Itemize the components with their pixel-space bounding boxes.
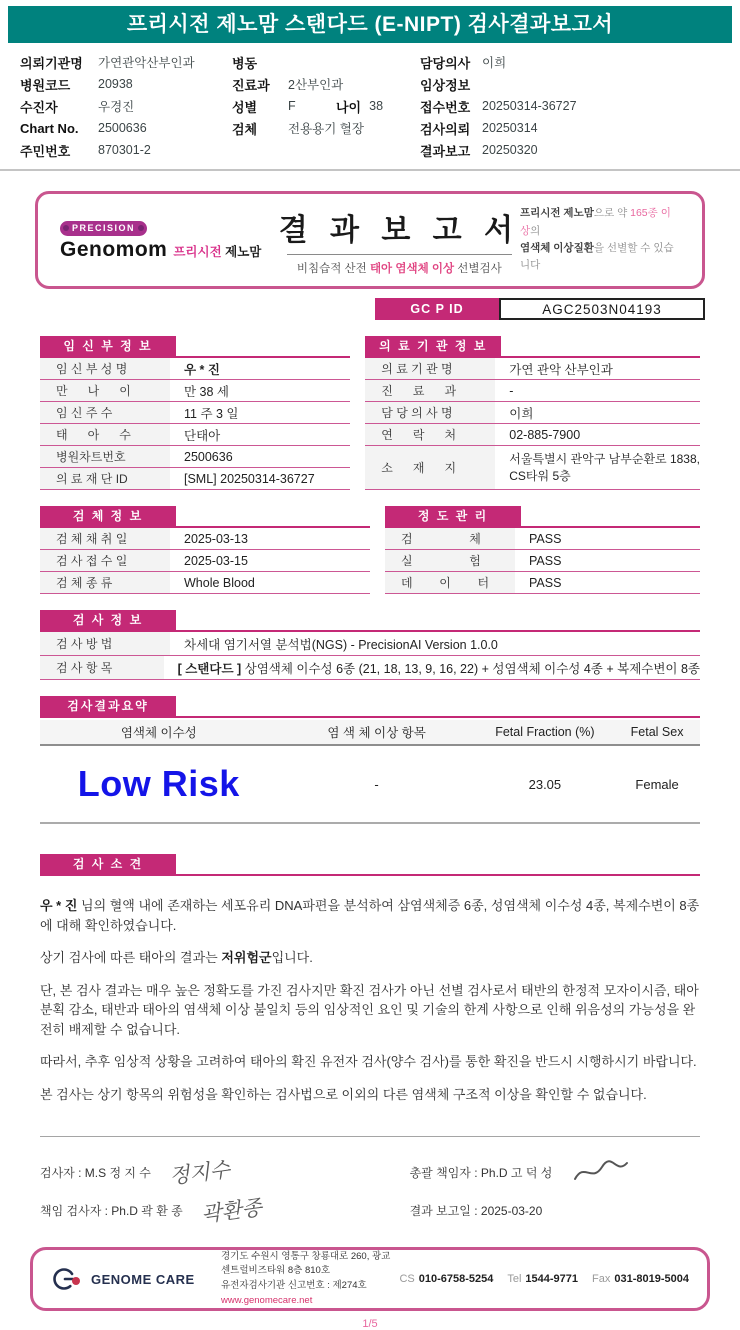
field-label: 담당의사: [420, 55, 471, 71]
screening-note: 프리시전 제노맘으로 약 165종 이상의 염색체 이상질환을 선별할 수 있습니다: [519, 207, 674, 272]
field-label: 결과보고: [420, 143, 471, 159]
opinion-paragraph: 본 검사는 상기 항목의 위험성을 확인하는 검사법으로 이외의 다른 염색체 구조적 이상을 확인할 수 없습니다.: [40, 1086, 647, 1102]
footer-address-line2: 유전자검사기관 신고번호 : 제274호: [221, 1280, 367, 1291]
section-rule: [40, 716, 700, 718]
header-info: [0, 43, 740, 171]
table-row: 임 신 부 성 명 우 * 진: [40, 358, 350, 380]
table-row: 검 사 항 목 [ 스탠다드 ] 상염색체 이수성 6종 (21, 18, 13, 9, 16, 22) + 성염색체 이수성 4종 + 복제수변이 8종: [40, 656, 700, 680]
section-specimen-info: [40, 506, 370, 594]
genomom-logo: Genomom: [60, 238, 168, 261]
table-row: 소 재 지 서울특별시 관악구 남부순환로 1838, CS타워 5층: [365, 446, 700, 490]
section-title: 정 도 관 리: [385, 506, 521, 526]
report-title-block: [279, 205, 520, 276]
chief-tester-signature: 곽환종: [199, 1195, 263, 1227]
field-label: 검사의뢰: [420, 121, 471, 137]
header-col-2: [232, 51, 420, 161]
table-row: 검 사 접 수 일 2025-03-15: [40, 550, 370, 572]
fetal-sex: Female: [635, 776, 679, 792]
field-value: 전용용기 혈장: [288, 122, 364, 136]
brand-block: [60, 218, 279, 262]
section-result-summary: [40, 696, 700, 824]
field-label: 의뢰기관명: [20, 55, 83, 71]
field-value: 가연관악산부인과: [98, 56, 195, 70]
report-subtitle: 비침습적 산전 태아 염색체 이상 선별검사: [296, 262, 502, 275]
fetal-fraction: 23.05: [528, 776, 562, 792]
cs-label: CS: [399, 1273, 415, 1285]
field-value: 우경진: [98, 100, 135, 114]
field-label: 나이: [336, 99, 362, 115]
section-title: 임 신 부 정 보: [40, 336, 176, 356]
field-label: Chart No.: [20, 120, 79, 136]
section-title: 검사결과요약: [40, 696, 176, 716]
field-value: F: [288, 99, 296, 113]
section-title: 검 사 정 보: [40, 610, 176, 630]
field-value: 20250314-36727: [482, 99, 577, 113]
field-value: 2산부인과: [288, 78, 344, 92]
table-row: 검 사 방 법 차세대 염기서열 분석법(NGS) - PrecisionAI Version 1.0.0: [40, 632, 700, 656]
summary-header: Fetal Sex: [630, 725, 684, 739]
table-row: 의 료 재 단 ID [SML] 20250314-36727: [40, 468, 350, 490]
opinion-paragraph: 따라서, 추후 임상적 상황을 고려하여 태아의 확진 유전자 검사(양수 검사)를 통한 확진을 반드시 시행하시기 바랍니다.: [40, 1054, 697, 1069]
opinion-text: [40, 876, 700, 1104]
field-value: 이희: [482, 56, 507, 70]
patient-name: 우 * 진: [184, 362, 220, 377]
director-signature-scribble: [572, 1159, 630, 1185]
table-row: 검 체 채 취 일 2025-03-13: [40, 528, 370, 550]
report-title-banner: 프리시전 제노맘 스탠다드 (E-NIPT) 검사결과보고서: [8, 6, 732, 43]
field-label: 진료과: [232, 77, 270, 93]
gcpid-label: GC P ID: [375, 298, 499, 320]
section-title: 검 사 소 견: [40, 854, 176, 874]
opinion-paragraph: 우 * 진 님의 혈액 내에 존재하는 세포유리 DNA파편을 분석하여 삼염색체증 6종, 성염색체 이수성 4종, 복제수변이 8종에 대해 확인하였습니다.: [40, 898, 700, 933]
summary-header: 염 색 체 이상 항목: [327, 726, 426, 740]
precision-badge: PRECISION: [60, 221, 147, 236]
field-value: 20938: [98, 77, 133, 91]
footer-website: www.genomecare.net: [221, 1294, 313, 1306]
section-qc: [385, 506, 700, 594]
genome-care-logo-text: GENOME CARE: [91, 1271, 195, 1287]
field-label: 병원코드: [20, 77, 71, 93]
table-row: 병원차트번호 2500636: [40, 446, 350, 468]
table-row: 검 체 종 류 Whole Blood: [40, 572, 370, 594]
summary-header: Fetal Fraction (%): [495, 725, 595, 739]
footer-card: [30, 1247, 710, 1311]
tester-row: 검사자 : M.S 정 지 수 정지수: [40, 1153, 410, 1191]
section-patient-info: [40, 336, 350, 490]
field-label: 병동: [232, 55, 258, 71]
table-row: 데 이 터 PASS: [385, 572, 700, 594]
table-row: 검 체 PASS: [385, 528, 700, 550]
header-col-3: [420, 51, 720, 161]
brand-kr-black: 제노맘: [221, 245, 262, 259]
page-number: 1/5: [362, 1318, 378, 1330]
field-label: 수진자: [20, 99, 58, 115]
section-test-info: [40, 610, 700, 680]
table-row: 담 당 의 사 명 이희: [365, 402, 700, 424]
gcpid-value: AGC2503N04193: [499, 298, 705, 320]
footer-address-line1: 경기도 수원시 영통구 창룡대로 260, 광교 센트럴비즈타워 8층 810호: [221, 1250, 391, 1277]
table-row: 의 료 기 관 명 가연 관악 산부인과: [365, 358, 700, 380]
header-col-1: [20, 51, 232, 161]
section-title: 의 료 기 관 정 보: [365, 336, 501, 356]
field-value: 2500636: [98, 121, 147, 135]
table-row: 실 험 PASS: [385, 550, 700, 572]
field-label: 검체: [232, 121, 258, 137]
brand-kr-pink: 프리시전: [173, 245, 222, 259]
opinion-paragraph: 단, 본 검사 결과는 매우 높은 정확도를 가진 검사지만 확진 검사가 아닌 선별 검사로서 태반의 한정적 모자이시즘, 태아 분획 감소, 태반과 태아의 염색체 이상 불일치 등의 임상적인 요인 및 기술의 한계 사항으로 인해 위음성의 가능성을 완전히 배제할 수 없습니다.: [40, 982, 699, 1037]
result-low-risk: Low Risk: [77, 763, 240, 804]
cs-number: 010-6758-5254: [418, 1273, 494, 1285]
field-label: 성별: [232, 99, 258, 115]
fax-label: Fax: [592, 1273, 611, 1285]
summary-header: 염색체 이수성: [120, 726, 197, 740]
table-row: 임 신 주 수 11 주 3 일: [40, 402, 350, 424]
genome-care-logo-icon: [51, 1264, 85, 1294]
title-divider: [287, 254, 512, 255]
section-title: 검 체 정 보: [40, 506, 176, 526]
report-main-title: 결 과 보 고 서: [278, 213, 520, 247]
fax-number: 031-8019-5004: [614, 1273, 689, 1285]
director-row: 총괄 책임자 : Ph.D 고 덕 성: [410, 1153, 700, 1191]
summary-result-row: [40, 746, 700, 824]
field-label: 접수번호: [420, 99, 471, 115]
report-page: [0, 6, 740, 1330]
field-label: 주민번호: [20, 143, 71, 159]
genome-care-logo: [51, 1264, 221, 1294]
field-value: 20250314: [482, 121, 538, 135]
opinion-paragraph: 상기 검사에 따른 태아의 결과는 저위험군입니다.: [40, 950, 313, 965]
tester-signature: 정지수: [167, 1157, 232, 1189]
gcpid-row: [35, 298, 705, 320]
section-opinion: [40, 854, 700, 1104]
chief-tester-row: 책임 검사자 : Ph.D 곽 환 종 곽환종: [40, 1191, 410, 1229]
table-row: 연 락 처 02-885-7900: [365, 424, 700, 446]
footer-contacts: [399, 1273, 689, 1285]
footer-address: [221, 1250, 399, 1309]
tel-number: 1544-9771: [525, 1273, 579, 1285]
table-row: 진 료 과 -: [365, 380, 700, 402]
field-label: 임상정보: [420, 77, 471, 93]
abnormal-item: -: [374, 776, 379, 792]
section-clinic-info: [365, 336, 700, 490]
table-row: 태 아 수 단태아: [40, 424, 350, 446]
field-value: 20250320: [482, 143, 538, 157]
summary-header-row: [40, 720, 700, 746]
field-value: 38: [369, 99, 384, 113]
field-value: 870301-2: [98, 143, 151, 157]
report-date-row: 결과 보고일 : 2025-03-20: [409, 1203, 543, 1218]
report-header-card: [35, 191, 705, 289]
signature-block: [40, 1136, 700, 1229]
tel-label: Tel: [507, 1273, 522, 1285]
table-row: 만 나 이 만 38 세: [40, 380, 350, 402]
